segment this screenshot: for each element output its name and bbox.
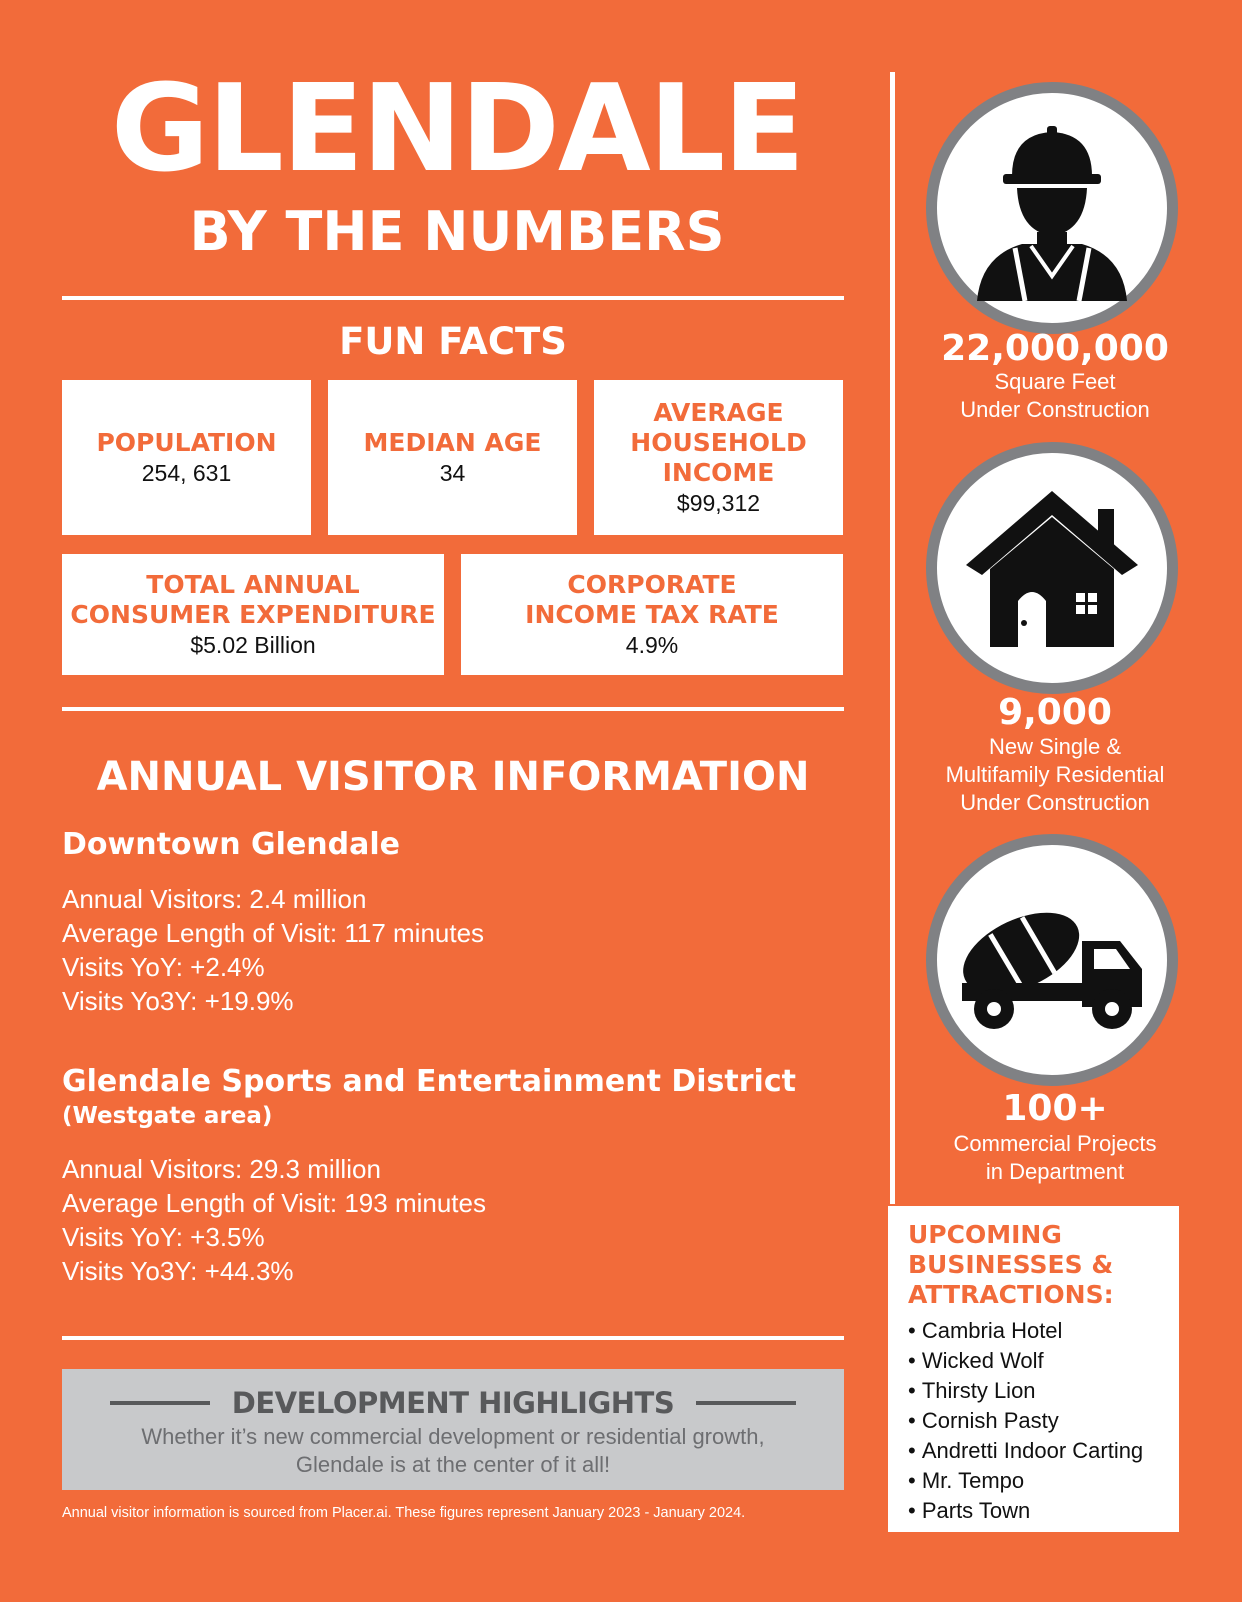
fact-value: 4.9% <box>625 631 679 658</box>
fact-household-income <box>594 380 843 535</box>
fun-facts-heading: FUN FACTS <box>339 320 567 363</box>
fact-population <box>62 380 311 535</box>
house-icon <box>926 442 1178 694</box>
list-item: • Cambria Hotel <box>908 1316 1179 1346</box>
stat-line: Annual Visitors: 2.4 million <box>62 884 367 914</box>
upcoming-heading-line: ATTRACTIONS: <box>908 1280 1114 1309</box>
fact-value: $5.02 Billion <box>190 631 316 658</box>
stat-line: Average Length of Visit: 193 minutes <box>62 1188 486 1218</box>
decorative-line <box>110 1401 210 1405</box>
list-item: • Wicked Wolf <box>908 1346 1179 1376</box>
stat-line: Annual Visitors: 29.3 million <box>62 1154 381 1184</box>
divider <box>62 707 844 711</box>
upcoming-heading-line: UPCOMING <box>908 1220 1062 1249</box>
stat-commercial-number: 100+ <box>1002 1088 1108 1129</box>
fact-label: INCOME <box>662 457 775 487</box>
page-title: GLENDALE <box>110 60 804 199</box>
development-heading-row <box>62 1385 844 1421</box>
divider <box>62 1336 844 1340</box>
construction-worker-icon <box>926 82 1178 334</box>
stat-line: Visits Yo3Y: +44.3% <box>62 1256 294 1286</box>
stat-caption: Under Construction <box>960 397 1150 422</box>
list-item: • Mr. Tempo <box>908 1466 1179 1496</box>
cement-truck-icon <box>926 834 1178 1086</box>
upcoming-list <box>908 1316 1179 1526</box>
stat-line: Average Length of Visit: 117 minutes <box>62 918 485 948</box>
list-item: • Andretti Indoor Carting <box>908 1436 1179 1466</box>
decorative-line <box>696 1401 796 1405</box>
fact-label: POPULATION <box>96 427 277 457</box>
stat-line: Visits YoY: +2.4% <box>62 952 265 982</box>
stat-caption: New Single & <box>988 734 1122 759</box>
stat-line: Visits YoY: +3.5% <box>62 1222 265 1252</box>
upcoming-businesses-box <box>888 1206 1179 1532</box>
development-highlights-box <box>62 1369 844 1490</box>
fact-consumer-expenditure <box>62 554 444 675</box>
footnote: Annual visitor information is sourced from Placer.ai. These figures represent January 2023 - January 2024. <box>62 1505 746 1521</box>
stat-caption: Square Feet <box>994 369 1116 394</box>
fact-label: CORPORATE <box>567 569 737 599</box>
development-line: Whether it’s new commercial development or residential growth, <box>141 1424 765 1449</box>
fact-label: HOUSEHOLD <box>630 427 807 457</box>
upcoming-heading <box>908 1220 1138 1310</box>
sports-district-subtitle: (Westgate area) <box>62 1103 273 1129</box>
fact-value: 254, 631 <box>141 459 232 486</box>
upcoming-heading-line: BUSINESSES & <box>908 1250 1114 1279</box>
visitor-info-heading: ANNUAL VISITOR INFORMATION <box>96 754 810 800</box>
sports-district-header <box>62 1063 796 1131</box>
fact-label: INCOME TAX RATE <box>525 599 779 629</box>
vertical-divider <box>890 72 895 1204</box>
stat-caption: Under Construction <box>960 790 1150 815</box>
stat-square-feet-number: 22,000,000 <box>941 328 1169 369</box>
development-line: Glendale is at the center of it all! <box>295 1452 611 1477</box>
fact-value: $99,312 <box>676 489 761 516</box>
sports-district-stats <box>62 1152 486 1288</box>
stat-caption: in Department <box>985 1159 1125 1184</box>
fact-label: CONSUMER EXPENDITURE <box>70 599 436 629</box>
fact-value: 34 <box>439 459 466 486</box>
list-item: • Parts Town <box>908 1496 1179 1526</box>
stat-caption: Multifamily Residential <box>945 762 1165 787</box>
downtown-title: Downtown Glendale <box>62 827 401 862</box>
stat-caption: Commercial Projects <box>953 1131 1157 1156</box>
fact-label: AVERAGE <box>653 397 784 427</box>
fact-corporate-tax <box>461 554 843 675</box>
fact-label: MEDIAN AGE <box>363 427 542 457</box>
fact-median-age <box>328 380 577 535</box>
fact-label: TOTAL ANNUAL <box>146 569 360 599</box>
stat-residential-number: 9,000 <box>998 692 1112 733</box>
sports-district-title: Glendale Sports and Entertainment District <box>62 1064 796 1099</box>
list-item: • Thirsty Lion <box>908 1376 1179 1406</box>
page-subtitle: BY THE NUMBERS <box>189 200 725 263</box>
list-item: • Cornish Pasty <box>908 1406 1179 1436</box>
divider <box>62 296 844 300</box>
stat-line: Visits Yo3Y: +19.9% <box>62 986 294 1016</box>
downtown-stats <box>62 882 484 1018</box>
development-heading: DEVELOPMENT HIGHLIGHTS <box>231 1386 675 1420</box>
development-body <box>62 1423 844 1479</box>
